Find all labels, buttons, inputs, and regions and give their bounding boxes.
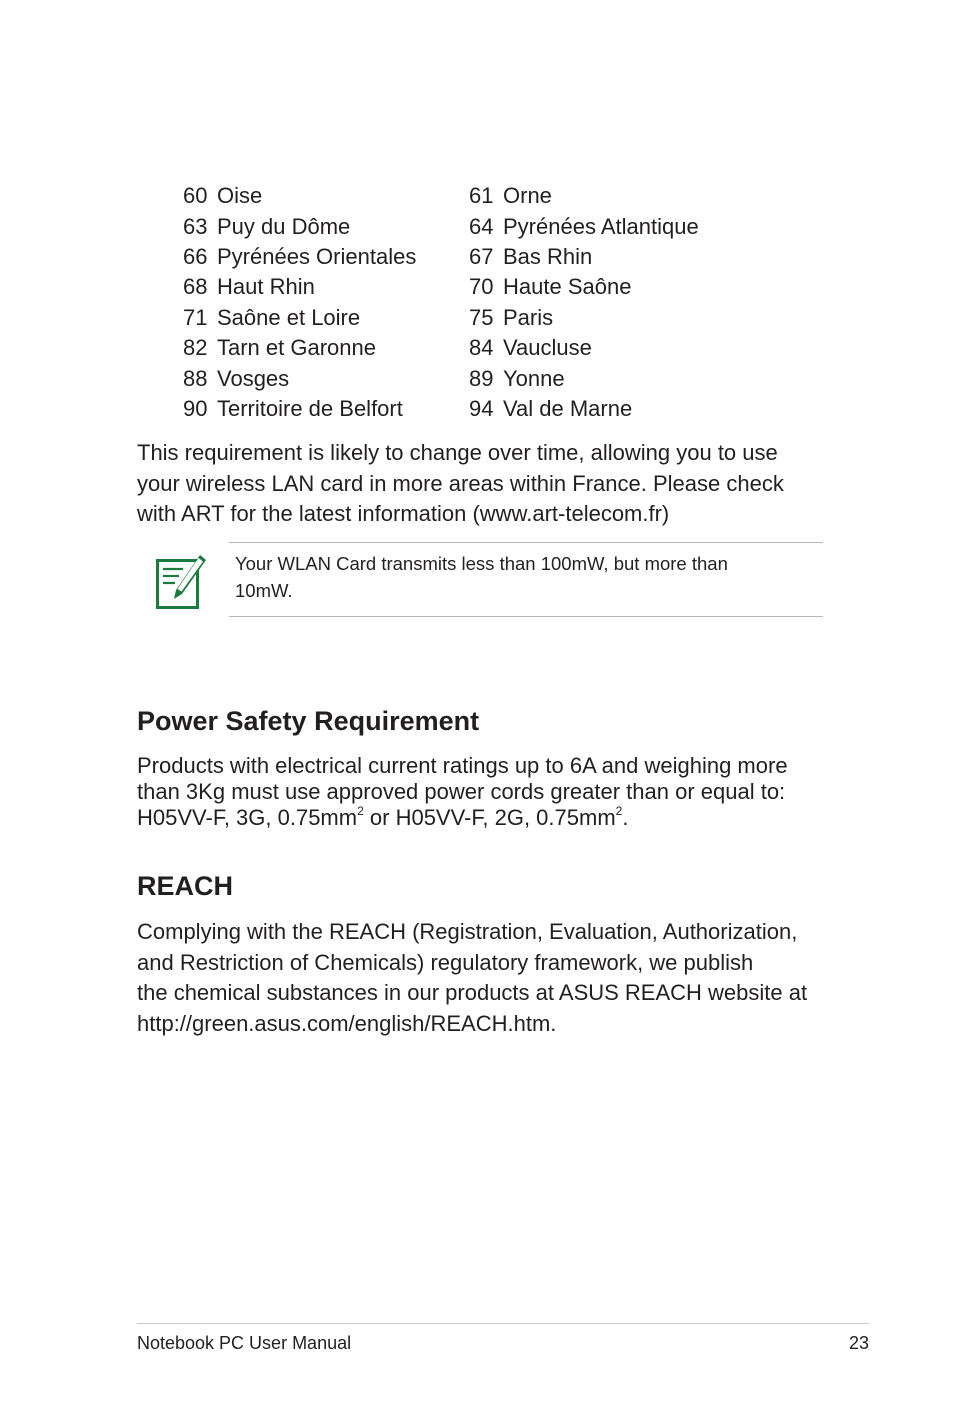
department-number: 94 [469,395,494,421]
department-row [183,363,743,393]
department-entry [183,244,469,270]
reach-url: http://green.asus.com/english/REACH.htm. [137,1010,557,1036]
department-number: 64 [469,213,494,239]
department-entry [183,183,469,209]
department-number: 82 [183,335,208,361]
department-number: 89 [469,365,494,391]
department-number: 63 [183,213,208,239]
department-name: Vosges [217,365,290,391]
department-name: Orne [503,183,552,209]
department-number: 71 [183,304,208,330]
department-entry [469,214,743,240]
paragraph-line: with ART for the latest information (www.art-telecom.fr) [137,501,670,526]
department-name: Territoire de Belfort [217,395,403,421]
department-list [183,181,743,424]
note-text [235,550,815,604]
note-pencil-icon [155,553,207,611]
department-entry [183,274,469,300]
department-number: 61 [469,183,494,209]
department-entry [469,396,743,422]
department-entry [469,335,743,361]
cord-spec-text: or H05VV-F, 2G, 0.75mm [363,805,616,830]
department-name: Haut Rhin [217,274,315,300]
department-row [183,181,743,211]
reach-heading: REACH [137,871,234,901]
department-entry [469,244,743,270]
department-row [183,272,743,302]
footer-title: Notebook PC User Manual [137,1333,352,1353]
department-entry [469,305,743,331]
note-line: 10mW. [235,580,293,601]
department-name: Paris [503,304,554,330]
department-number: 68 [183,274,208,300]
paragraph-line: Complying with the REACH (Registration, Evaluation, Authorization, [137,919,798,944]
superscript: 2 [357,803,364,818]
department-name: Pyrénées Atlantique [503,213,699,239]
department-row [183,394,743,424]
power-safety-heading: Power Safety Requirement [137,706,480,736]
department-entry [469,366,743,392]
department-row [183,211,743,241]
department-number: 66 [183,243,208,269]
reach-paragraph [137,917,827,1039]
department-number: 67 [469,243,494,269]
department-name: Bas Rhin [503,243,593,269]
requirement-change-paragraph [137,438,827,530]
department-name: Oise [217,183,263,209]
department-name: Saône et Loire [217,304,361,330]
paragraph-line: This requirement is likely to change over time, allowing you to use [137,440,778,465]
department-entry [183,396,469,422]
footer-divider [137,1323,869,1324]
department-entry [183,214,469,240]
department-entry [469,274,743,300]
department-row [183,242,743,272]
department-name: Val de Marne [503,395,633,421]
department-entry [183,335,469,361]
cord-spec-text: H05VV-F, 3G, 0.75mm [137,805,358,830]
department-entry [183,305,469,331]
department-number: 75 [469,304,494,330]
note-box [229,542,823,617]
department-entry [183,366,469,392]
department-name: Puy du Dôme [217,213,351,239]
department-entry [469,183,743,209]
department-row [183,303,743,333]
superscript: 2 [615,803,623,818]
paragraph-line: Products with electrical current ratings up to 6A and weighing more [137,753,788,778]
department-name: Haute Saône [503,274,632,300]
paragraph-line: than 3Kg must use approved power cords greater than or equal to: [137,779,786,804]
paragraph-line: your wireless LAN card in more areas within France. Please check [137,470,784,496]
paragraph-line [137,805,827,831]
department-number: 90 [183,395,208,421]
department-number: 88 [183,365,208,391]
power-safety-paragraph [137,753,827,831]
department-name: Yonne [503,365,565,391]
department-number: 60 [183,183,208,209]
department-name: Pyrénées Orientales [217,243,417,269]
department-number: 84 [469,335,494,361]
paragraph-line: and Restriction of Chemicals) regulatory framework, we publish [137,949,754,975]
cord-spec-text: . [622,805,629,830]
department-row [183,333,743,363]
page-number: 23 [848,1333,869,1353]
note-line: Your WLAN Card transmits less than 100mW, but more than [235,553,728,574]
paragraph-line: the chemical substances in our products at ASUS REACH website at [137,980,808,1005]
department-number: 70 [469,274,494,300]
department-name: Vaucluse [503,335,592,361]
department-name: Tarn et Garonne [217,335,376,361]
